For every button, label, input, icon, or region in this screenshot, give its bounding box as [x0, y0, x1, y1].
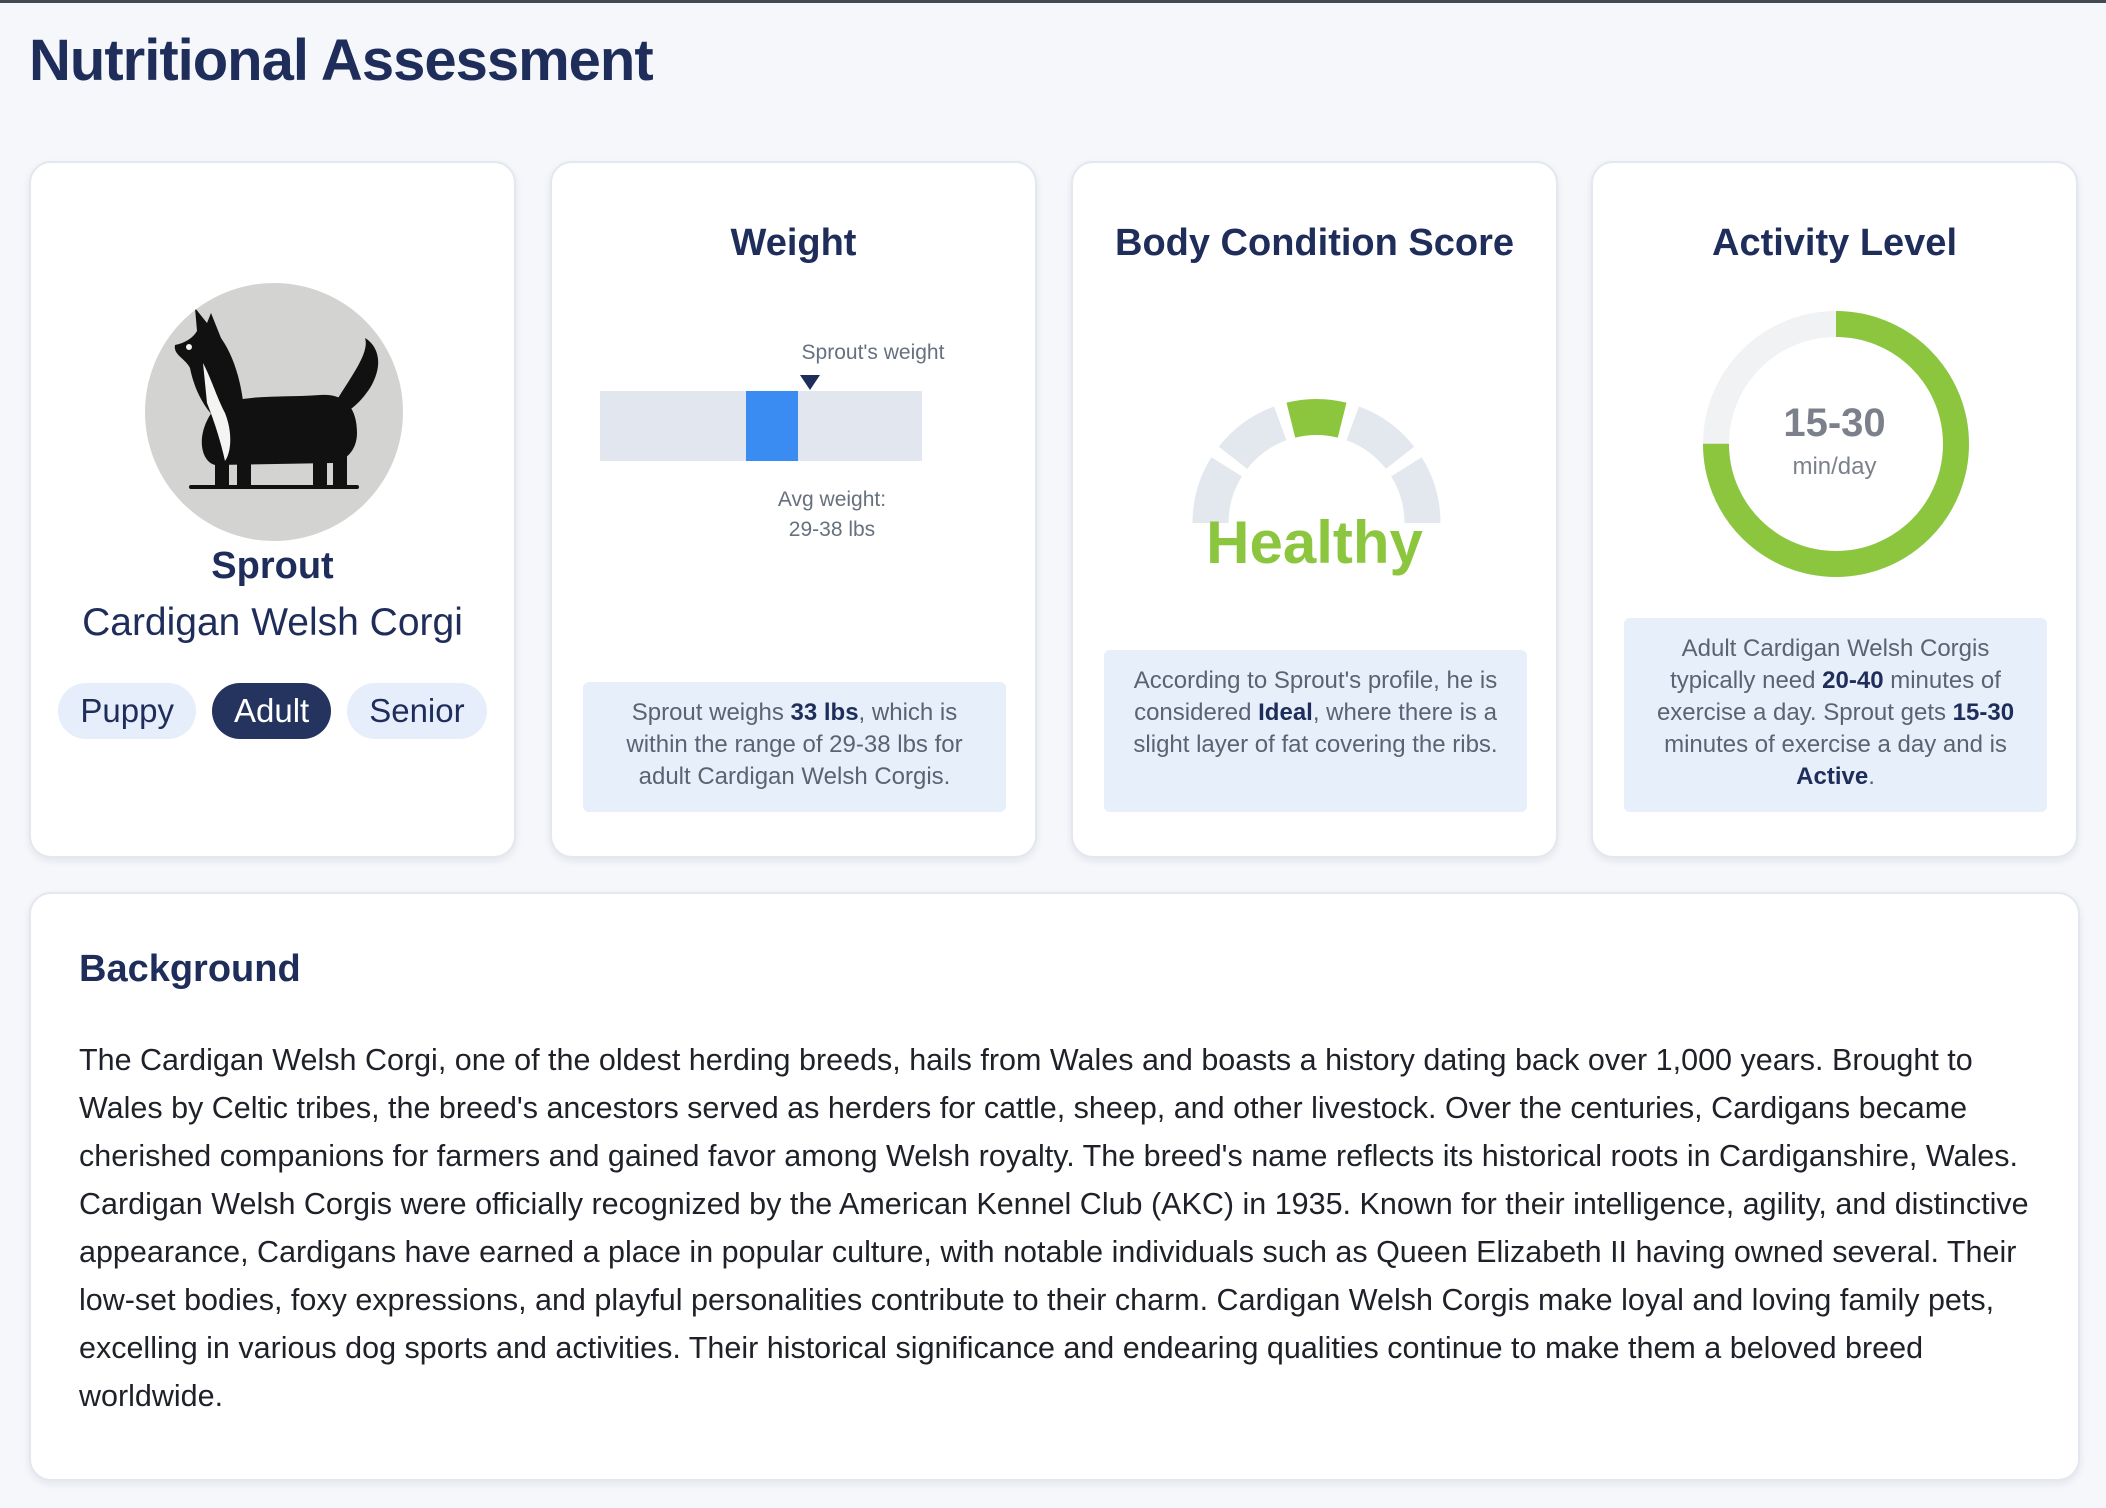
- body-condition-card: [1071, 161, 1558, 858]
- activity-summary-needed: 20-40: [1822, 667, 1884, 694]
- pet-avatar: [145, 283, 403, 541]
- background-text: The Cardigan Welsh Corgi, one of the oldest herding breeds, hails from Wales and boasts a history dating back over 1,000 years. Brought to Wales by Celtic tribes, the breed's ancestors served as herders for cattle, sheep, and other livestock. Over the centuries, Cardigans became cherished companions for farmers and gained favor among Welsh royalty. The breed's name reflects its historical roots in Cardiganshire, Wales. Cardigan Welsh Corgis were officially recognized by the American Kennel Club (AKC) in 1935. Known for their intelligence, agility, and distinctive appearance, Cardigans have earned a place in popular culture, with notable individuals such as Queen Elizabeth II having owned several. Their low-set bodies, foxy expressions, and playful personalities contribute to their charm. Cardigan Welsh Corgis make loyal and loving family pets, excelling in various dog sports and activities. Their historical significance and endearing qualities continue to make them a beloved breed worldwide.: [79, 1043, 2029, 1413]
- activity-summary-actual: 15-30: [1952, 699, 2015, 726]
- avg-weight-label: [732, 485, 932, 545]
- weight-summary-text: Sprout weighs: [631, 699, 791, 726]
- activity-summary-text-1: Adult Cardigan Welsh Corgis typically need: [1670, 635, 1990, 694]
- pet-name: Sprout: [211, 545, 334, 587]
- gauge-segment-4: [1353, 423, 1400, 457]
- condition-summary-value: Ideal: [1258, 699, 1313, 726]
- weight-marker-arrow-icon: [800, 375, 820, 390]
- pet-profile-card: [29, 161, 516, 858]
- life-stage-selector: [31, 683, 514, 739]
- life-stage-puppy[interactable]: Puppy: [58, 683, 196, 739]
- life-stage-senior[interactable]: Senior: [347, 683, 486, 739]
- condition-summary-text: According to Sprout's profile, he is considered: [1133, 667, 1498, 726]
- activity-title: Activity Level: [1712, 222, 1957, 264]
- weight-summary-text-end: , which is within the range of 29-38 lbs for adult Cardigan Welsh Corgis.: [626, 699, 963, 790]
- condition-summary-text-end: , where there is a slight layer of fat covering the ribs.: [1133, 699, 1498, 758]
- weight-card: [550, 161, 1037, 858]
- corgi-silhouette-icon: [145, 283, 403, 541]
- weight-marker-bar: [746, 391, 798, 461]
- activity-summary-status: Active: [1796, 763, 1869, 790]
- page-title: Nutritional Assessment: [29, 28, 653, 93]
- activity-level-card: [1591, 161, 2078, 858]
- body-condition-summary: [1104, 650, 1527, 812]
- activity-summary-period: .: [1868, 763, 1875, 790]
- gauge-segment-2: [1233, 423, 1280, 457]
- gauge-segment-3: [1291, 417, 1342, 420]
- pet-breed: Cardigan Welsh Corgi: [82, 601, 463, 644]
- activity-unit: min/day: [1792, 453, 1877, 480]
- weight-summary-value: 33 lbs: [790, 699, 859, 726]
- background-title: Background: [79, 948, 301, 990]
- weight-marker-label: Sprout's weight: [801, 341, 945, 364]
- avg-weight-caption: Avg weight:: [777, 488, 887, 511]
- activity-value: 15-30: [1783, 401, 1886, 445]
- body-condition-status: Healthy: [1206, 509, 1423, 576]
- weight-summary: [583, 682, 1006, 812]
- avg-weight-range: 29-38 lbs: [788, 518, 876, 541]
- body-condition-title: Body Condition Score: [1115, 222, 1514, 264]
- life-stage-adult[interactable]: Adult: [212, 683, 331, 739]
- activity-summary: [1624, 618, 2047, 812]
- weight-title: Weight: [730, 222, 857, 264]
- background-card: [29, 892, 2080, 1481]
- activity-summary-text-2: minutes of exercise a day. Sprout gets: [1656, 667, 2001, 726]
- activity-summary-text-3: minutes of exercise a day and is: [1664, 731, 2007, 758]
